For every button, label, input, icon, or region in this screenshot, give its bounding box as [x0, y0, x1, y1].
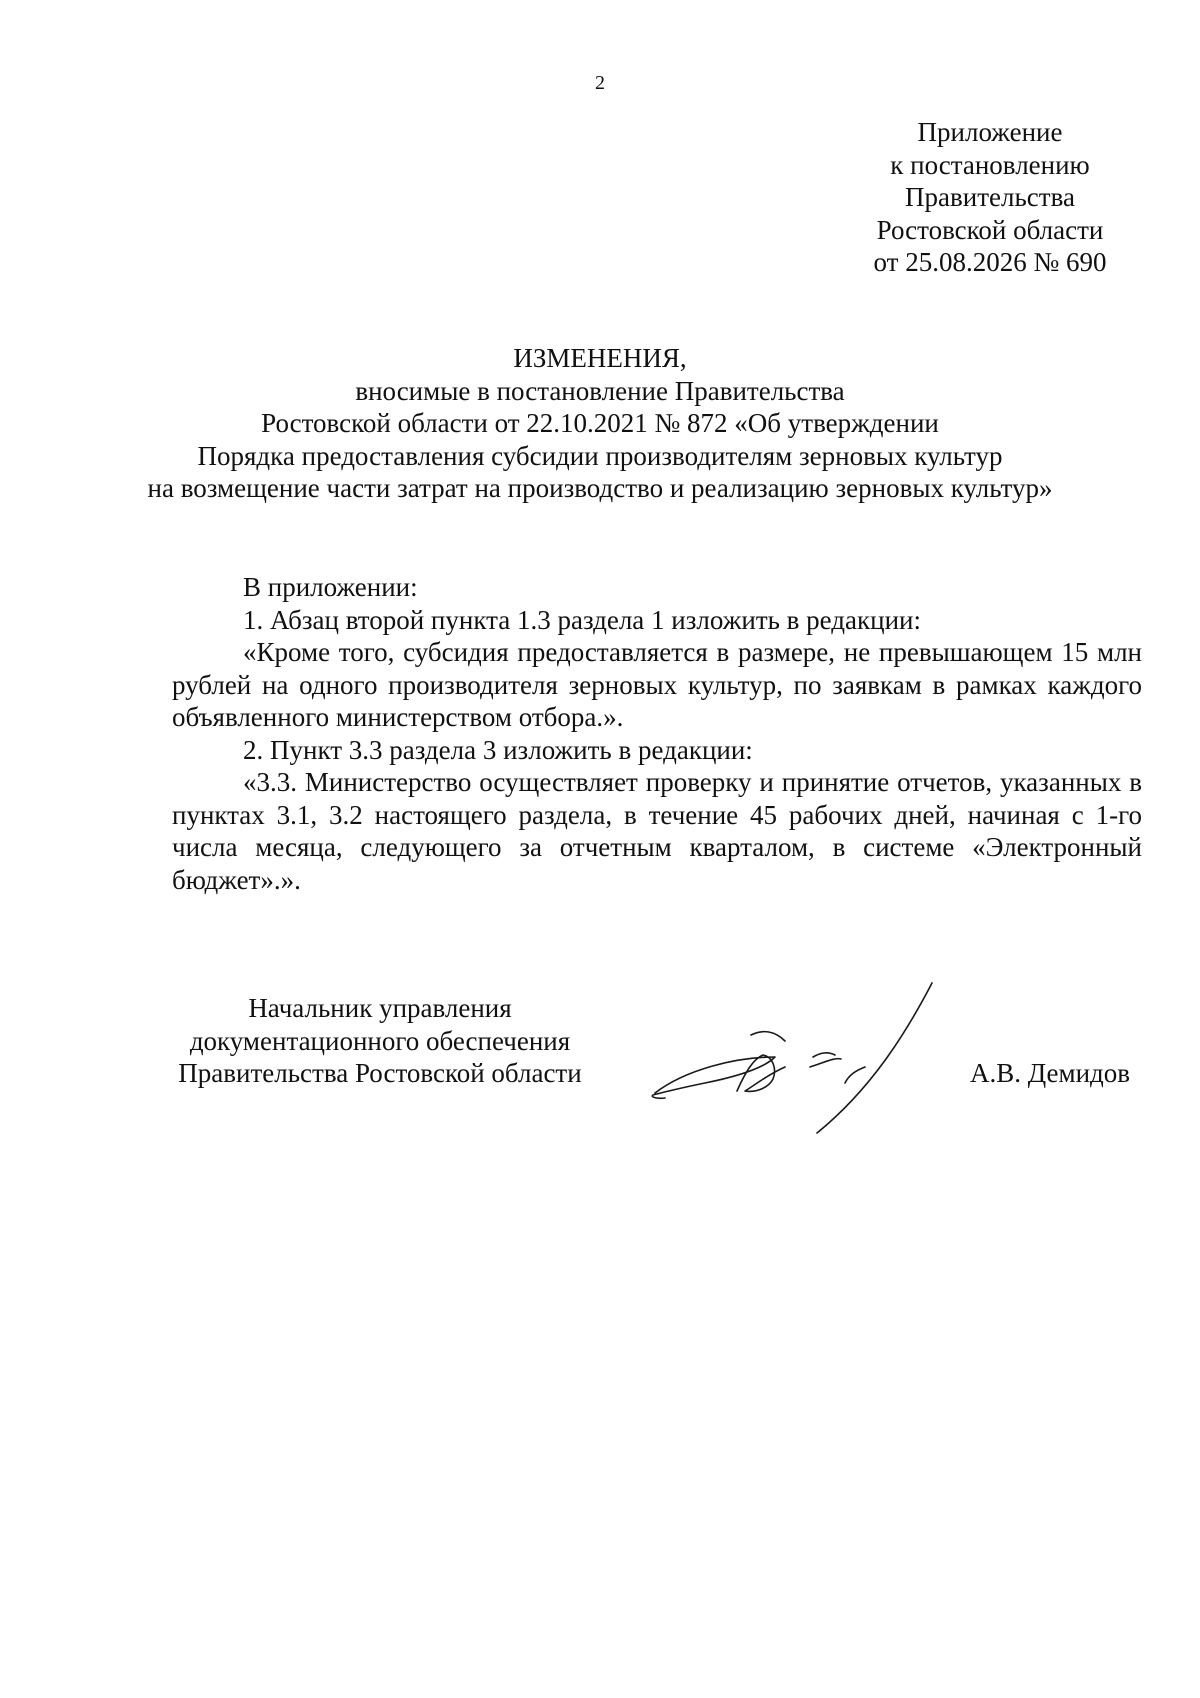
title-line: на возмещение части затрат на производство и реализацию зерновых культур» — [147, 473, 1053, 503]
signer-name: А.В. Демидов — [970, 1058, 1131, 1088]
signer-position-line: Правительства Ростовской области — [178, 1058, 582, 1088]
body-paragraph: «Кроме того, субсидия предоставляется в размере, не превышающем 15 млн рублей на одного производителя зерновых культур, по заявкам в рамках каждого объявленного министерством отбора.». — [172, 637, 1142, 732]
appendix-line: Ростовской области — [876, 214, 1104, 245]
body-paragraph: В приложении: — [243, 572, 418, 602]
signature-stroke — [810, 1059, 841, 1067]
appendix-date-number: от 25.08.2026 № 690 — [873, 247, 1107, 277]
appendix-line: Правительства — [905, 182, 1075, 212]
body-paragraph: 2. Пункт 3.3 раздела 3 изложить в редакции: — [243, 734, 753, 765]
body-paragraph: «3.3. Министерство осуществляет проверку и принятие отчетов, указанных в пунктах 3.1, 3.2 настоящего раздела, в течение 45 рабочих дней, начиная с 1-го числа месяца, следующего за отчетным кварталом, в системе «Электронный бюджет».». — [172, 767, 1142, 895]
title-line: Порядка предоставления субсидии производителям зерновых культур — [197, 440, 1003, 471]
appendix-line: Приложение — [917, 117, 1063, 147]
signer-position-line: документационного обеспечения — [189, 1025, 571, 1056]
title-heading: ИЗМЕНЕНИЯ, — [513, 343, 687, 373]
title-line: Ростовской области от 22.10.2021 № 872 «Об утверждении — [261, 408, 939, 438]
signature-stroke — [652, 1057, 775, 1098]
body-paragraph: 1. Абзац второй пункта 1.3 раздела 1 изложить в редакции: — [243, 604, 921, 635]
signature-stroke — [845, 1067, 865, 1083]
title-line: вносимые в постановление Правительства — [355, 375, 845, 406]
document-body — [172, 571, 1142, 896]
appendix-stamp — [790, 116, 1190, 279]
signature-stroke — [751, 1032, 785, 1041]
signature-stroke — [813, 1053, 835, 1057]
document-title — [0, 342, 1200, 505]
appendix-line: к постановлению — [890, 149, 1090, 180]
handwritten-signature — [645, 975, 945, 1155]
signature-stroke — [817, 983, 932, 1133]
signer-position-line: Начальник управления — [248, 993, 512, 1023]
page-number: 2 — [595, 72, 605, 94]
signer-position — [160, 992, 600, 1090]
